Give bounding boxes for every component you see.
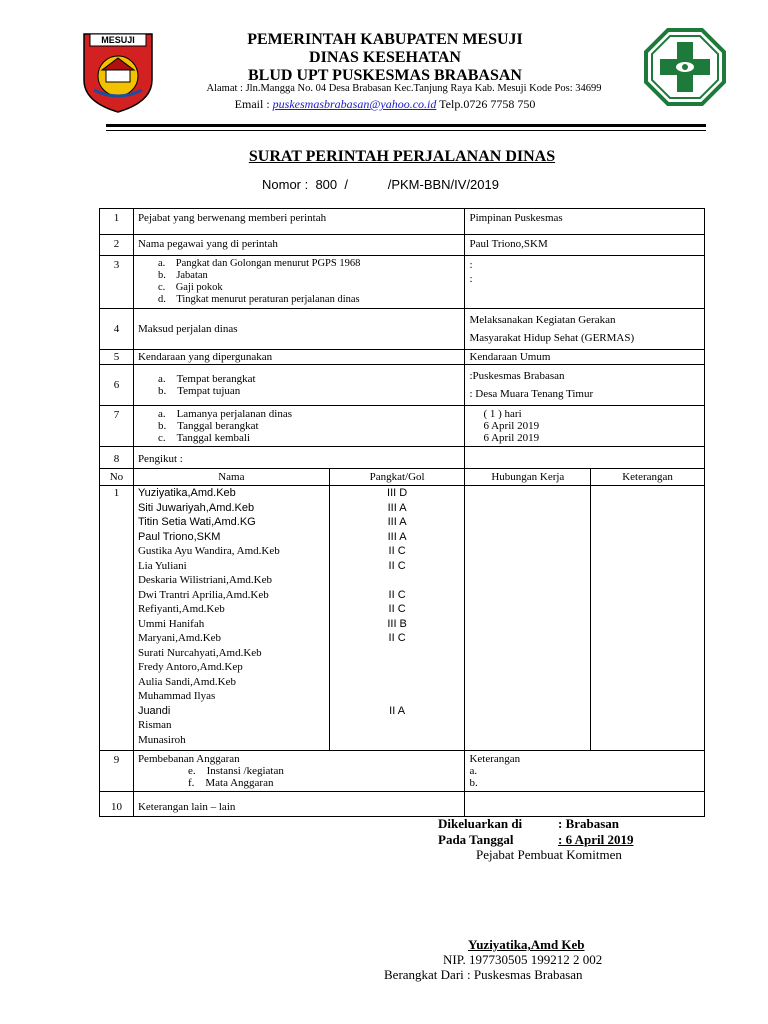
follower-name: Risman: [137, 719, 172, 731]
row-number: 4: [100, 309, 134, 350]
header-agency: DINAS KESEHATAN: [309, 49, 461, 66]
follower-rank: III B: [387, 617, 407, 630]
followers-number: 1: [100, 486, 134, 751]
puskesmas-logo: [644, 28, 726, 106]
row-followers-title: [100, 447, 705, 469]
header-contact: [150, 97, 620, 112]
departure-from: Berangkat Dari : Puskesmas Brabasan: [384, 967, 583, 982]
follower-rank: [334, 660, 461, 675]
signer-name: Yuziyatika,Amd Keb: [468, 937, 585, 952]
follower-rank: II A: [389, 704, 406, 717]
follower-name: Munasiroh: [137, 733, 186, 746]
row-vehicle: [100, 350, 705, 365]
follower-rank: [334, 689, 461, 704]
row-number: 7: [100, 406, 134, 447]
row-value: :Puskesmas Brabasan: [469, 370, 565, 382]
row-number: 8: [100, 447, 134, 469]
follower-rank: [334, 733, 461, 748]
row-budget: [100, 751, 705, 792]
date-value: : 6 April 2019: [558, 832, 634, 847]
row-number: 6: [100, 365, 134, 406]
official-title: Pejabat Pembuat Komitmen: [476, 847, 622, 862]
row-label: Pejabat yang berwenang memberi perintah: [133, 209, 465, 235]
row-label: Nama pegawai yang di perintah: [133, 235, 465, 256]
row-duration: [100, 406, 705, 447]
row-value: Paul Triono,SKM: [465, 235, 705, 256]
row-employee: [100, 235, 705, 256]
followers-header: [100, 469, 705, 486]
header-address: Alamat : Jln.Mangga No. 04 Desa Brabasan Kec.Tanjung Raya Kab. Mesuji Kode Pos: 34699: [206, 83, 602, 94]
row-item: a. Pangkat dan Golongan menurut PGPS 1968: [157, 258, 361, 269]
row-rank: [100, 256, 705, 309]
follower-name: Yuziyatika,Amd.Keb: [137, 487, 236, 499]
col-relation-header: Hubungan Kerja: [465, 469, 591, 486]
follower-rank: [334, 573, 461, 588]
follower-name: Maryani,Amd.Keb: [137, 632, 222, 644]
follower-rank: III A: [387, 530, 407, 543]
header-unit: BLUD UPT PUSKESMAS BRABASAN: [248, 67, 522, 84]
issued-date: [438, 832, 633, 848]
row-number: 9: [100, 751, 134, 792]
follower-name: Siti Juwariyah,Amd.Keb: [137, 501, 255, 514]
col-name-header: Nama: [133, 469, 329, 486]
issued-place: [438, 816, 619, 832]
row-value: 6 April 2019: [483, 432, 540, 444]
row-purpose: [100, 309, 705, 350]
follower-rank: II C: [388, 559, 406, 572]
follower-name: Gustika Ayu Wandira, Amd.Keb: [137, 545, 280, 557]
row-value: Pimpinan Puskesmas: [465, 209, 705, 235]
row-item: d. Tingkat menurut peraturan perjalanan dinas: [157, 294, 360, 305]
document-number: Nomor : 800 / /PKM-BBN/IV/2019: [262, 177, 499, 192]
row-item: a. Lamanya perjalanan dinas: [157, 408, 293, 420]
header-divider: [106, 124, 706, 127]
email-label: Email :: [234, 97, 270, 111]
follower-name: Ummi Hanifah: [137, 617, 205, 630]
row-item: e. Instansi /kegiatan: [187, 765, 284, 777]
follower-name: Fredy Antoro,Amd.Kep: [137, 661, 243, 673]
follower-name: Deskaria Wilistriani,Amd.Keb: [137, 574, 273, 586]
document-title: SURAT PERINTAH PERJALANAN DINAS: [248, 148, 556, 165]
follower-rank: II C: [388, 545, 406, 557]
row-value: a.: [469, 765, 478, 777]
col-rank-header: Pangkat/Gol: [329, 469, 465, 486]
mesuji-logo: [80, 30, 156, 114]
row-value: Melaksanakan Kegiatan Gerakan: [469, 314, 616, 326]
row-label: Pembebanan Anggaran: [137, 753, 240, 765]
follower-name: Titin Setia Wati,Amd.KG: [137, 516, 256, 528]
row-number: 5: [100, 350, 134, 365]
followers-ranks: [329, 486, 465, 751]
col-note-header: Keterangan: [591, 469, 705, 486]
row-value: Keterangan: [469, 753, 521, 765]
follower-rank: III D: [387, 487, 408, 499]
row-item: b. Jabatan: [157, 270, 208, 281]
col-no-header: No: [100, 469, 134, 486]
row-value: b.: [469, 777, 478, 789]
follower-name: Aulia Sandi,Amd.Keb: [137, 675, 237, 688]
follower-rank: II C: [388, 603, 406, 615]
row-item: a. Tempat berangkat: [157, 373, 256, 385]
row-value: Kendaraan Umum: [465, 350, 705, 365]
follower-name: Paul Triono,SKM: [137, 530, 221, 543]
follower-rank: [334, 675, 461, 690]
email-link[interactable]: puskesmasbrabasan@yahoo.co.id: [272, 97, 437, 111]
header-government: PEMERINTAH KABUPATEN MESUJI: [247, 31, 523, 48]
row-label: Maksud perjalan dinas: [133, 309, 465, 350]
follower-rank: II C: [388, 632, 406, 644]
row-number: 10: [100, 792, 134, 817]
follower-rank: III A: [387, 516, 407, 528]
row-item: f. Mata Anggaran: [187, 777, 274, 789]
follower-name: Lia Yuliani: [137, 559, 187, 572]
follower-name: Muhammad Ilyas: [137, 690, 216, 702]
issued-label: Dikeluarkan di: [438, 816, 523, 831]
row-number: 2: [100, 235, 134, 256]
row-place: [100, 365, 705, 406]
signer-nip: NIP. 197730505 199212 2 002: [443, 952, 603, 967]
followers-list: [100, 486, 705, 751]
row-item: c. Tanggal kembali: [157, 432, 251, 444]
row-item: c. Gaji pokok: [157, 282, 223, 293]
row-other: [100, 792, 705, 817]
header-divider-thin: [106, 130, 706, 131]
row-number: 1: [100, 209, 134, 235]
row-value: :: [469, 273, 473, 285]
row-value: 6 April 2019: [483, 420, 540, 432]
follower-name: Surati Nurcahyati,Amd.Keb: [137, 646, 262, 659]
row-item: b. Tempat tujuan: [157, 385, 241, 397]
follower-name: Juandi: [137, 704, 171, 717]
follower-name: Refiyanti,Amd.Keb: [137, 603, 225, 615]
follower-rank: [334, 718, 461, 733]
row-label: Kendaraan yang dipergunakan: [133, 350, 465, 365]
row-label: Pengikut :: [133, 447, 465, 469]
row-value: ( 1 ) hari: [483, 408, 522, 420]
row-item: b. Tanggal berangkat: [157, 420, 259, 432]
mesuji-logo-text: MESUJI: [101, 35, 135, 45]
followers-names: [133, 486, 329, 751]
phone-number: Telp.0726 7758 750: [439, 97, 536, 111]
row-authority: [100, 209, 705, 235]
row-value: Masyarakat Hidup Sehat (GERMAS): [469, 332, 635, 344]
follower-name: Dwi Trantri Aprilia,Amd.Keb: [137, 588, 269, 601]
row-label: Keterangan lain – lain: [133, 792, 465, 817]
follower-rank: III A: [387, 501, 407, 514]
follower-rank: II C: [388, 588, 406, 601]
follower-rank: [334, 646, 461, 661]
row-value: :: [469, 259, 473, 271]
issued-value: : Brabasan: [558, 816, 620, 831]
date-label: Pada Tanggal: [438, 832, 514, 847]
row-value: : Desa Muara Tenang Timur: [469, 388, 594, 400]
row-number: 3: [100, 256, 134, 309]
spd-table: [99, 208, 705, 817]
